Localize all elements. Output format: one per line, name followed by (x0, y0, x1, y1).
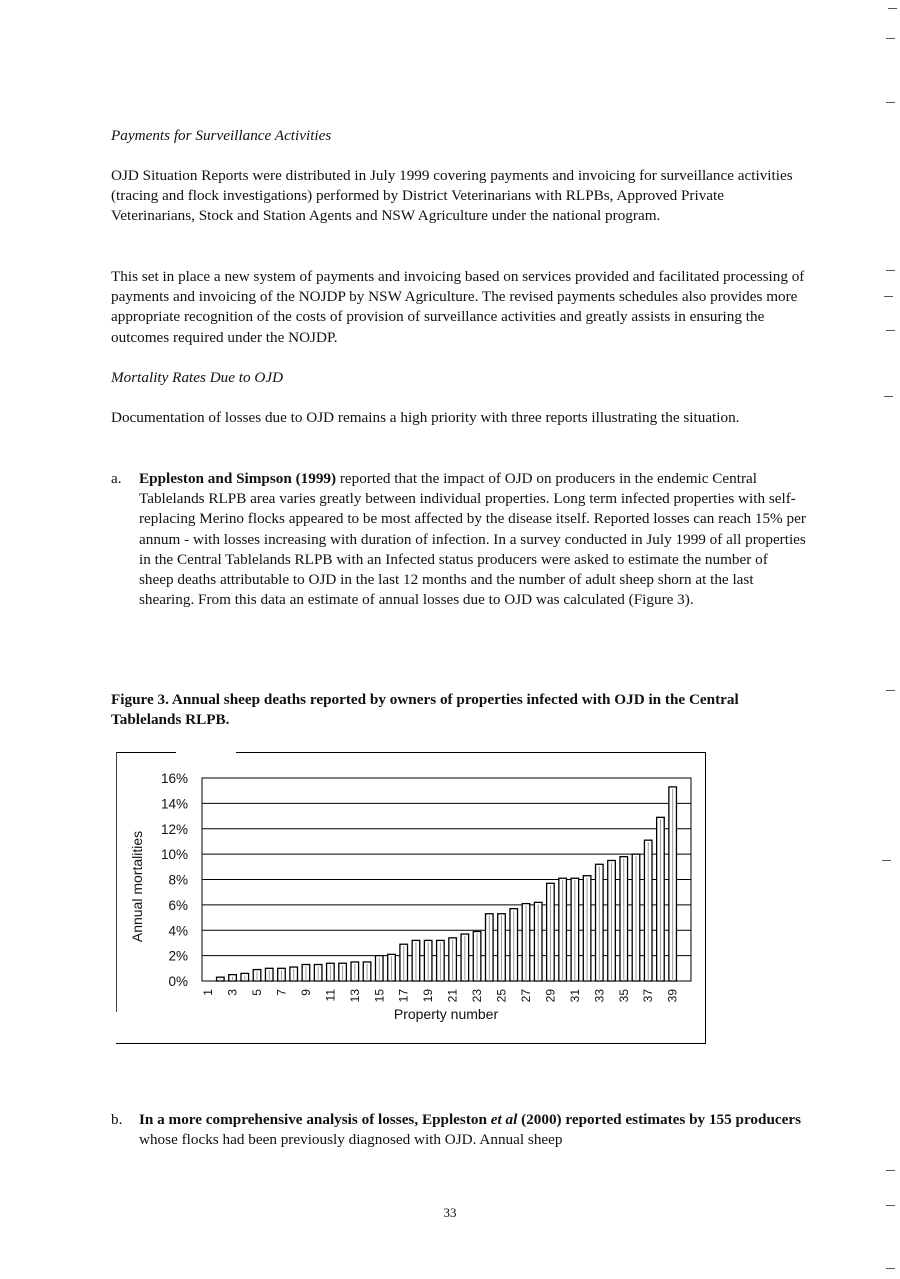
y-tick-label: 12% (160, 821, 188, 837)
x-tick-label: 37 (641, 989, 656, 1003)
mortality-heading: Mortality Rates Due to OJD (111, 369, 284, 386)
y-axis-title: Annual mortalities (129, 830, 145, 943)
y-tick-label: 14% (160, 796, 188, 812)
x-tick-label: 21 (445, 989, 460, 1003)
x-tick-label: 31 (567, 989, 582, 1003)
mortality-chart (116, 752, 705, 1043)
x-tick-label: 15 (372, 989, 387, 1003)
x-tick-label: 19 (421, 989, 436, 1003)
citation-eppleston-simpson: Eppleston and Simpson (1999) (139, 470, 337, 487)
chart-frame (116, 752, 706, 1044)
x-tick-label: 35 (616, 989, 631, 1003)
citation-et-al: et al (490, 1111, 518, 1128)
x-axis-title: Property number (393, 1006, 499, 1022)
x-tick-label: 27 (518, 989, 533, 1003)
x-tick-label: 25 (494, 989, 509, 1003)
y-tick-label: 0% (168, 974, 188, 989)
list-marker-a: a. (111, 470, 122, 487)
citation-eppleston-part1: In a more comprehensive analysis of losses, Eppleston (139, 1111, 491, 1128)
x-tick-label: 9 (298, 989, 313, 996)
y-tick-label: 2% (168, 948, 188, 964)
y-tick-label: 16% (160, 771, 188, 786)
payments-heading: Payments for Surveillance Activities (111, 127, 332, 144)
mortality-paragraph: Documentation of losses due to OJD remains a high priority with three reports illustrating the situation. (111, 409, 740, 426)
list-body-b (139, 1110, 806, 1150)
frame-top-left-line (116, 752, 176, 753)
x-tick-label: 33 (592, 989, 607, 1003)
payments-paragraph-2: This set in place a new system of payments and invoicing based on services provided and facilitated processing of payments and invoicing of the NOJDP by NSW Agriculture. The revised payments schedules also provides more appropriate recognition of the costs of provision of surveillance activities and greatly assists in ensuring the outcomes required under the NOJDP. (111, 268, 805, 346)
x-tick-label: 7 (274, 989, 289, 996)
figure-caption: Figure 3. Annual sheep deaths reported by owners of properties infected with OJD in the Central Tablelands RLPB. (111, 691, 739, 729)
x-tick-label: 29 (543, 989, 558, 1003)
y-tick-label: 4% (168, 923, 188, 939)
frame-left-line (116, 752, 117, 1012)
y-tick-label: 10% (160, 847, 188, 863)
citation-eppleston-part2: (2000) reported estimates by 155 producers (517, 1111, 802, 1128)
list-body-a (139, 469, 806, 610)
x-tick-label: 3 (225, 989, 240, 996)
list-text-a: reported that the impact of OJD on producers in the endemic Central Tablelands RLPB area varies greatly between individual properties. Long term infected properties with self-replacing Merino flocks appeared to be most affected by the disease itself. Reported losses can reach 15% per annum - with losses increasing with duration of infection. In a survey conducted in July 1999 of all properties in the Central Tablelands RLPB with an Infected status producers were asked to estimate the number of sheep deaths attributable to OJD in the last 12 months and the number of adult sheep shorn at the last shearing. From this data an estimate of annual losses due to OJD was calculated (Figure 3). (139, 470, 806, 609)
x-tick-label: 17 (396, 989, 411, 1003)
list-marker-b: b. (111, 1111, 123, 1128)
y-tick-label: 8% (168, 872, 188, 888)
x-tick-label: 1 (201, 989, 216, 996)
payments-paragraph-1: OJD Situation Reports were distributed in July 1999 covering payments and invoicing for surveillance activities (tracing and flock investigations) performed by District Veterinarians with RLPBs, Approved Private Veterinarians, Stock and Station Agents and NSW Agriculture under the national program. (111, 167, 793, 225)
list-text-b: whose flocks had been previously diagnosed with OJD. Annual sheep (139, 1131, 563, 1149)
frame-top-right-line (236, 752, 705, 753)
x-tick-label: 39 (665, 989, 680, 1003)
y-tick-label: 6% (168, 897, 188, 913)
x-tick-label: 13 (347, 989, 362, 1003)
scan-edge-marks (880, 0, 898, 1279)
x-tick-label: 23 (470, 989, 485, 1003)
x-tick-label: 11 (323, 989, 338, 1002)
x-tick-label: 5 (250, 989, 265, 996)
page-number: 33 (443, 1205, 457, 1220)
